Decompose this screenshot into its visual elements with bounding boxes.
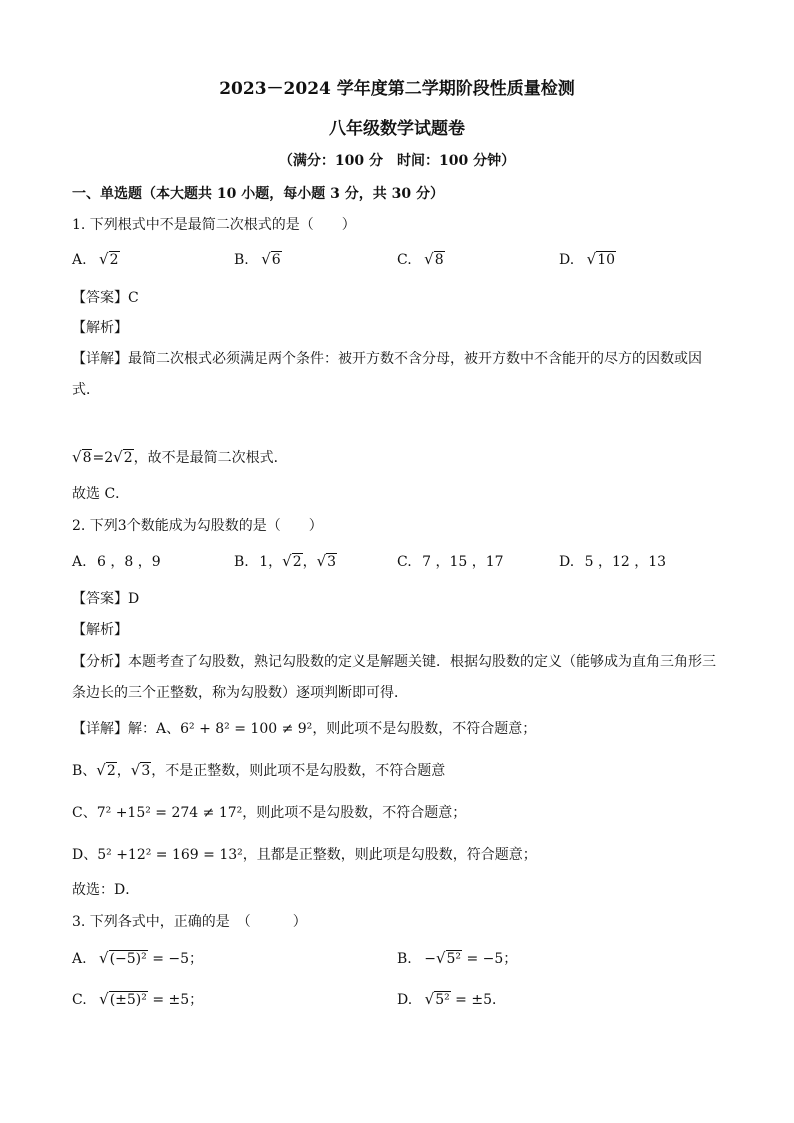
q2-analysis-tag: 【解析】 xyxy=(72,622,128,638)
radical-expression: √5² xyxy=(424,990,450,1008)
exam-meta: （满分：100 分 时间：100 分钟） xyxy=(278,153,516,169)
option-letter: A. xyxy=(72,951,87,967)
q1-option-a xyxy=(72,250,120,268)
q1-detail-line-2: 式． xyxy=(72,382,100,398)
q1-option-d xyxy=(559,250,616,268)
option-letter: C. xyxy=(397,554,412,570)
q2-detail-d xyxy=(72,844,537,864)
option-text: 6 ，8 ，9 xyxy=(97,554,161,570)
radical-expression: √8 xyxy=(72,448,92,466)
q2-detail-a xyxy=(72,718,536,738)
detail-tag: 【详解】 xyxy=(72,351,128,367)
radical-expression: √3 xyxy=(130,761,151,779)
q2-fenxi-line-1 xyxy=(72,651,716,671)
option-letter: C. xyxy=(72,992,87,1008)
radical-expression: √(±5)² xyxy=(99,990,147,1008)
detail-text: ，不是正整数，则此项不是勾股数，不符合题意 xyxy=(151,763,446,779)
q3-option-c xyxy=(72,989,203,1009)
math-expression: 6² + 8² = 100 ≠ 9² xyxy=(180,721,313,737)
exam-title: 2023－2024 学年度第二学期阶段性质量检测 xyxy=(219,79,575,99)
calc-note: ，故不是最简二次根式． xyxy=(133,450,288,466)
math-expression: = −5； xyxy=(147,951,204,967)
exam-subtitle: 八年级数学试题卷 xyxy=(329,119,465,139)
option-letter: B. xyxy=(397,951,412,967)
q1-analysis-tag: 【解析】 xyxy=(72,320,128,336)
radical-expression: √10 xyxy=(586,250,616,268)
q2-detail-b xyxy=(72,760,445,780)
radical-expression: √5² xyxy=(435,949,462,967)
q1-detail-line-1 xyxy=(72,348,702,368)
option-sep: ， xyxy=(302,554,317,570)
q2-option-b xyxy=(234,551,337,571)
radical-expression: √2 xyxy=(99,250,119,268)
option-text: 7 ，15 ，17 xyxy=(422,554,504,570)
option-letter: D. xyxy=(397,992,413,1008)
q2-option-c xyxy=(397,551,504,571)
fenxi-tag: 【分析】 xyxy=(72,654,128,670)
option-text: 5 ，12 ，13 xyxy=(584,554,667,570)
calc-equals: =2 xyxy=(92,450,114,466)
detail-text: ，且都是正整数，则此项是勾股数，符合题意； xyxy=(242,847,537,863)
q2-detail-c xyxy=(72,802,466,822)
detail-text: ，则此项不是勾股数，不符合题意； xyxy=(242,805,467,821)
detail-label: B、 xyxy=(72,763,97,779)
detail-label: C、 xyxy=(72,805,97,821)
q1-answer xyxy=(72,287,139,307)
section-heading: 一、单选题（本大题共 10 小题，每小题 3 分，共 30 分） xyxy=(72,186,444,202)
detail-text: ，则此项不是勾股数，不符合题意； xyxy=(312,721,537,737)
option-letter: A. xyxy=(72,554,87,570)
option-letter: B. xyxy=(234,554,249,570)
q1-option-b xyxy=(234,250,282,268)
option-letter: C. xyxy=(397,252,412,268)
q1-conclusion: 故选 C． xyxy=(72,486,130,502)
detail-label: D、 xyxy=(72,847,98,863)
q2-option-d xyxy=(559,551,666,571)
math-expression: = ±5； xyxy=(147,992,204,1008)
q2-answer xyxy=(72,588,139,608)
option-text: 1， xyxy=(259,554,283,570)
option-letter: B. xyxy=(234,252,249,268)
q3-option-b xyxy=(397,948,517,968)
fenxi-text: 本题考查了勾股数，熟记勾股数的定义是解题关键．根据勾股数的定义（能够成为直角三角形三 xyxy=(128,654,716,670)
answer-value: C xyxy=(128,290,139,306)
detail-sep: ， xyxy=(116,763,131,779)
math-expression: 7² +15² = 274 ≠ 17² xyxy=(96,805,243,821)
math-expression: = ±5． xyxy=(450,992,507,1008)
detail-text: 最简二次根式必须满足两个条件：被开方数不含分母，被开方数中不含能开的尽方的因数或因 xyxy=(128,351,702,367)
radical-expression: √2 xyxy=(282,552,302,570)
option-letter: D. xyxy=(559,554,575,570)
q3-option-d xyxy=(397,989,506,1009)
q2-conclusion: 故选：D． xyxy=(72,882,140,898)
q3-option-a xyxy=(72,948,203,968)
option-letter: A. xyxy=(72,252,87,268)
option-letter: D. xyxy=(559,252,575,268)
radical-expression: √2 xyxy=(113,448,133,466)
q2-fenxi-line-2: 条边长的三个正整数，称为勾股数）逐项判断即可得． xyxy=(72,685,408,701)
q2-stem: 2. 下列3个数能成为勾股数的是（ ） xyxy=(72,518,323,534)
radical-expression: √3 xyxy=(316,552,337,570)
math-expression: − xyxy=(424,951,436,967)
answer-tag: 【答案】 xyxy=(72,591,128,607)
detail-tag: 【详解】 xyxy=(72,721,128,737)
q1-option-c xyxy=(397,250,445,268)
detail-label: 解：A、 xyxy=(128,721,181,737)
math-expression: 5² +12² = 169 = 13² xyxy=(97,847,243,863)
radical-expression: √2 xyxy=(96,761,116,779)
radical-expression: √8 xyxy=(424,250,444,268)
radical-expression: √6 xyxy=(261,250,281,268)
q1-stem: 1. 下列根式中不是最简二次根式的是（ ） xyxy=(72,217,356,233)
q3-stem: 3. 下列各式中，正确的是 （ ） xyxy=(72,914,307,930)
answer-tag: 【答案】 xyxy=(72,290,128,306)
answer-value: D xyxy=(128,591,140,607)
radical-expression: √(−5)² xyxy=(99,949,147,967)
math-expression: = −5； xyxy=(462,951,518,967)
q2-option-a xyxy=(72,551,161,571)
q1-calculation xyxy=(72,447,288,467)
